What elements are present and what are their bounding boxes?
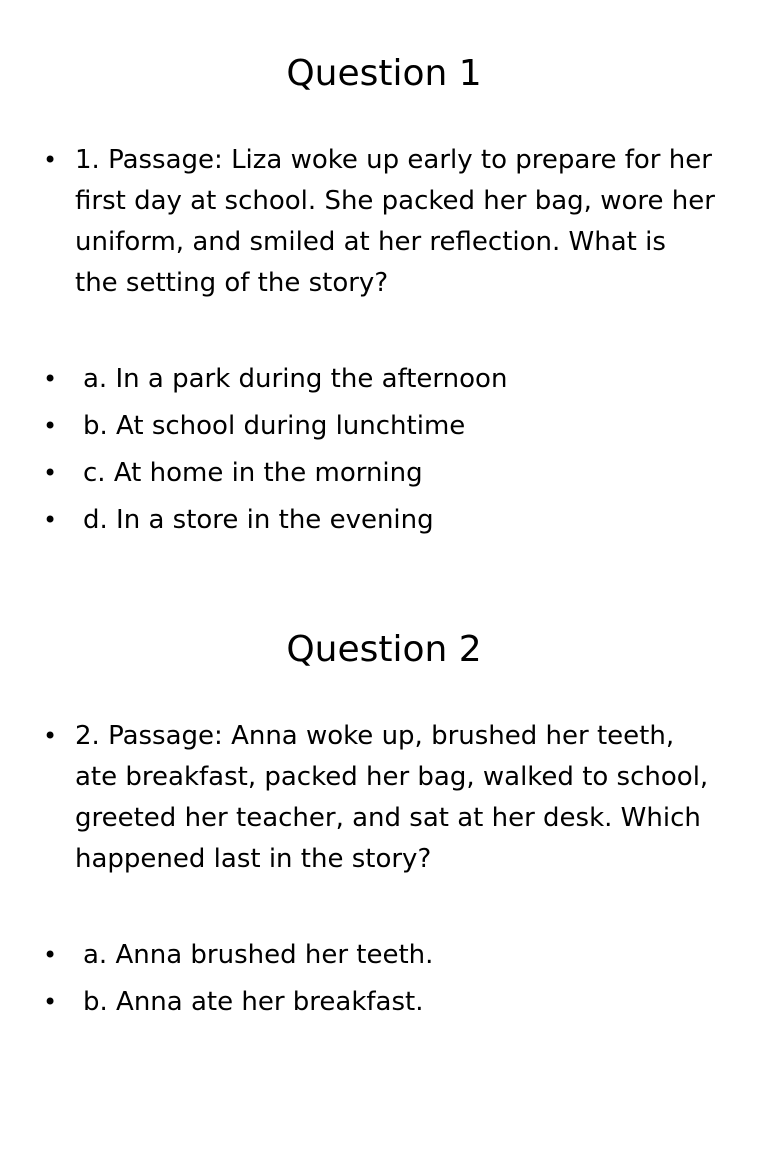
question-2-option-a[interactable]: • a. Anna brushed her teeth.	[43, 932, 715, 979]
question-1-option-b[interactable]: • b. At school during lunchtime	[43, 403, 715, 450]
question-1-option-d[interactable]: • d. In a store in the evening	[43, 497, 715, 544]
question-1-option-a[interactable]: • a. In a park during the afternoon	[43, 356, 715, 403]
question-1-passage: • 1. Passage: Liza woke up early to prepare for her first day at school. She packed her bag, wore her uniform, and smiled at her reflection. What is the setting of the story?	[43, 140, 715, 304]
question-2-options	[43, 932, 715, 1026]
question-1-option-c[interactable]: • c. At home in the morning	[43, 450, 715, 497]
question-1-title: Question 1	[286, 53, 482, 94]
question-1-options	[43, 356, 715, 544]
question-2-slide	[0, 576, 768, 1152]
question-2-title: Question 2	[286, 629, 482, 670]
question-2-passage: • 2. Passage: Anna woke up, brushed her teeth, ate breakfast, packed her bag, walked to school, greeted her teacher, and sat at her desk. Which happened last in the story?	[43, 716, 715, 880]
question-2-option-b[interactable]: • b. Anna ate her breakfast.	[43, 979, 715, 1026]
